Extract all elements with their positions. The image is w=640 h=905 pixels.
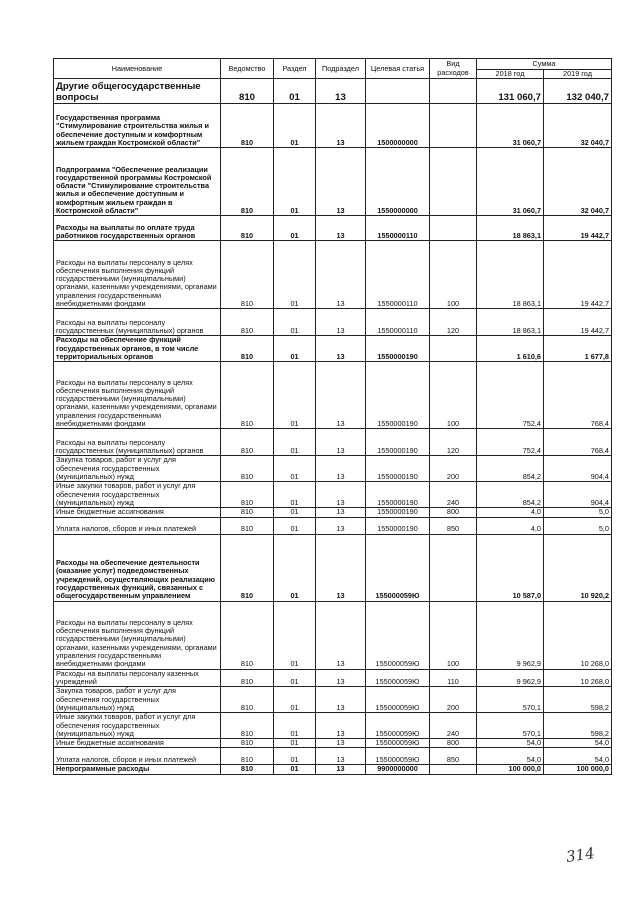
name-cell: Закупка товаров, работ и услуг для обеспечения государственных (муниципальных) нужд bbox=[54, 456, 221, 482]
sum-2019-cell: 100 000,0 bbox=[544, 765, 612, 774]
exptype-cell bbox=[430, 79, 477, 104]
dept-cell: 810 bbox=[221, 713, 274, 739]
exptype-cell: 240 bbox=[430, 482, 477, 508]
sum-2019-cell: 5,0 bbox=[544, 517, 612, 534]
exptype-cell bbox=[430, 336, 477, 362]
name-cell: Расходы на обеспечение деятельности (оказание услуг) подведомственных учреждений, осуществляющих реализацию государственных функций, связанных с общегосударственным управлением bbox=[54, 534, 221, 601]
target-cell: 155000059Ю bbox=[366, 601, 430, 669]
budget-table-container bbox=[53, 58, 611, 775]
sum-2018-cell: 54,0 bbox=[477, 739, 544, 748]
sum-2018-cell: 54,0 bbox=[477, 748, 544, 765]
dept-cell: 810 bbox=[221, 104, 274, 148]
table-row bbox=[54, 79, 612, 104]
header-target: Целевая статья bbox=[366, 59, 430, 79]
section-cell: 01 bbox=[274, 534, 316, 601]
header-exptype: Вид расходов bbox=[430, 59, 477, 79]
subsection-cell: 13 bbox=[316, 79, 366, 104]
header-name: Наименование bbox=[54, 59, 221, 79]
sum-2019-cell: 132 040,7 bbox=[544, 79, 612, 104]
section-cell: 01 bbox=[274, 216, 316, 241]
header-section: Раздел bbox=[274, 59, 316, 79]
exptype-cell: 240 bbox=[430, 713, 477, 739]
sum-2019-cell: 768,4 bbox=[544, 429, 612, 456]
section-cell: 01 bbox=[274, 336, 316, 362]
dept-cell: 810 bbox=[221, 309, 274, 336]
dept-cell: 810 bbox=[221, 79, 274, 104]
sum-2018-cell: 854,2 bbox=[477, 456, 544, 482]
sum-2019-cell: 19 442,7 bbox=[544, 309, 612, 336]
subsection-cell: 13 bbox=[316, 148, 366, 216]
sum-2019-cell: 19 442,7 bbox=[544, 216, 612, 241]
exptype-cell: 100 bbox=[430, 241, 477, 309]
dept-cell: 810 bbox=[221, 687, 274, 713]
section-cell: 01 bbox=[274, 601, 316, 669]
subsection-cell: 13 bbox=[316, 765, 366, 774]
page-number: 314 bbox=[564, 844, 596, 866]
target-cell: 155000059Ю bbox=[366, 739, 430, 748]
subsection-cell: 13 bbox=[316, 713, 366, 739]
name-cell: Расходы на выплаты персоналу государственных (муниципальных) органов bbox=[54, 429, 221, 456]
sum-2018-cell: 9 962,9 bbox=[477, 669, 544, 687]
exptype-cell: 850 bbox=[430, 517, 477, 534]
section-cell: 01 bbox=[274, 748, 316, 765]
dept-cell: 810 bbox=[221, 669, 274, 687]
subsection-cell: 13 bbox=[316, 429, 366, 456]
target-cell: 1550000190 bbox=[366, 362, 430, 429]
table-row bbox=[54, 601, 612, 669]
table-row bbox=[54, 362, 612, 429]
name-cell: Уплата налогов, сборов и иных платежей bbox=[54, 748, 221, 765]
exptype-cell: 200 bbox=[430, 687, 477, 713]
dept-cell: 810 bbox=[221, 362, 274, 429]
header-2019: 2019 год bbox=[544, 70, 612, 79]
dept-cell: 810 bbox=[221, 336, 274, 362]
table-header bbox=[54, 59, 612, 79]
table-row bbox=[54, 148, 612, 216]
exptype-cell: 800 bbox=[430, 739, 477, 748]
section-cell: 01 bbox=[274, 517, 316, 534]
dept-cell: 810 bbox=[221, 148, 274, 216]
name-cell: Другие общегосударственные вопросы bbox=[54, 79, 221, 104]
header-dept: Ведомство bbox=[221, 59, 274, 79]
section-cell: 01 bbox=[274, 79, 316, 104]
name-cell: Расходы на выплаты персоналу в целях обеспечения выполнения функций государственными (муниципальными) органами, казенными учреждениями, органами управления государственными внебюджетными фондами bbox=[54, 362, 221, 429]
target-cell: 155000059Ю bbox=[366, 687, 430, 713]
target-cell: 1550000190 bbox=[366, 456, 430, 482]
table-row bbox=[54, 336, 612, 362]
subsection-cell: 13 bbox=[316, 309, 366, 336]
table-row bbox=[54, 456, 612, 482]
name-cell: Расходы на выплаты персоналу государственных (муниципальных) органов bbox=[54, 309, 221, 336]
dept-cell: 810 bbox=[221, 456, 274, 482]
section-cell: 01 bbox=[274, 429, 316, 456]
sum-2019-cell: 32 040,7 bbox=[544, 148, 612, 216]
dept-cell: 810 bbox=[221, 216, 274, 241]
exptype-cell: 100 bbox=[430, 601, 477, 669]
exptype-cell: 200 bbox=[430, 456, 477, 482]
name-cell: Непрограммные расходы bbox=[54, 765, 221, 774]
sum-2018-cell: 752,4 bbox=[477, 429, 544, 456]
sum-2018-cell: 10 587,0 bbox=[477, 534, 544, 601]
sum-2019-cell: 904,4 bbox=[544, 456, 612, 482]
header-2018: 2018 год bbox=[477, 70, 544, 79]
table-row bbox=[54, 534, 612, 601]
sum-2019-cell: 54,0 bbox=[544, 739, 612, 748]
header-sum: Сумма bbox=[477, 59, 612, 70]
name-cell: Государственная программа "Стимулирование строительства жилья и обеспечение доступным и комфортным жильем граждан Костромской области" bbox=[54, 104, 221, 148]
target-cell: 1550000190 bbox=[366, 429, 430, 456]
target-cell: 1550000110 bbox=[366, 241, 430, 309]
section-cell: 01 bbox=[274, 362, 316, 429]
sum-2018-cell: 131 060,7 bbox=[477, 79, 544, 104]
subsection-cell: 13 bbox=[316, 362, 366, 429]
table-row bbox=[54, 216, 612, 241]
exptype-cell: 120 bbox=[430, 429, 477, 456]
exptype-cell bbox=[430, 216, 477, 241]
subsection-cell: 13 bbox=[316, 508, 366, 517]
sum-2019-cell: 598,2 bbox=[544, 687, 612, 713]
sum-2018-cell: 18 863,1 bbox=[477, 216, 544, 241]
table-body bbox=[54, 79, 612, 774]
target-cell bbox=[366, 79, 430, 104]
name-cell: Расходы на выплаты по оплате труда работников государственных органов bbox=[54, 216, 221, 241]
sum-2018-cell: 18 863,1 bbox=[477, 241, 544, 309]
target-cell: 1550000110 bbox=[366, 309, 430, 336]
sum-2018-cell: 31 060,7 bbox=[477, 104, 544, 148]
dept-cell: 810 bbox=[221, 748, 274, 765]
dept-cell: 810 bbox=[221, 482, 274, 508]
target-cell: 1550000190 bbox=[366, 508, 430, 517]
section-cell: 01 bbox=[274, 456, 316, 482]
dept-cell: 810 bbox=[221, 601, 274, 669]
sum-2019-cell: 598,2 bbox=[544, 713, 612, 739]
exptype-cell bbox=[430, 104, 477, 148]
sum-2018-cell: 31 060,7 bbox=[477, 148, 544, 216]
sum-2018-cell: 570,1 bbox=[477, 713, 544, 739]
table-row bbox=[54, 739, 612, 748]
sum-2018-cell: 9 962,9 bbox=[477, 601, 544, 669]
sum-2018-cell: 18 863,1 bbox=[477, 309, 544, 336]
sum-2018-cell: 100 000,0 bbox=[477, 765, 544, 774]
table-row bbox=[54, 508, 612, 517]
target-cell: 1550000190 bbox=[366, 336, 430, 362]
exptype-cell: 110 bbox=[430, 669, 477, 687]
exptype-cell bbox=[430, 148, 477, 216]
exptype-cell: 850 bbox=[430, 748, 477, 765]
section-cell: 01 bbox=[274, 241, 316, 309]
target-cell: 1550000190 bbox=[366, 482, 430, 508]
subsection-cell: 13 bbox=[316, 216, 366, 241]
table-row bbox=[54, 517, 612, 534]
section-cell: 01 bbox=[274, 739, 316, 748]
sum-2018-cell: 1 610,6 bbox=[477, 336, 544, 362]
sum-2019-cell: 5,0 bbox=[544, 508, 612, 517]
target-cell: 1500000000 bbox=[366, 104, 430, 148]
subsection-cell: 13 bbox=[316, 748, 366, 765]
exptype-cell: 100 bbox=[430, 362, 477, 429]
table-row bbox=[54, 669, 612, 687]
subsection-cell: 13 bbox=[316, 669, 366, 687]
table-row bbox=[54, 104, 612, 148]
header-subsection: Подраздел bbox=[316, 59, 366, 79]
dept-cell: 810 bbox=[221, 534, 274, 601]
exptype-cell bbox=[430, 765, 477, 774]
name-cell: Иные закупки товаров, работ и услуг для обеспечения государственных (муниципальных) нужд bbox=[54, 482, 221, 508]
name-cell: Закупка товаров, работ и услуг для обеспечения государственных (муниципальных) нужд bbox=[54, 687, 221, 713]
dept-cell: 810 bbox=[221, 241, 274, 309]
dept-cell: 810 bbox=[221, 765, 274, 774]
table-row bbox=[54, 765, 612, 774]
target-cell: 1550000000 bbox=[366, 148, 430, 216]
name-cell: Иные закупки товаров, работ и услуг для обеспечения государственных (муниципальных) нужд bbox=[54, 713, 221, 739]
sum-2019-cell: 904,4 bbox=[544, 482, 612, 508]
dept-cell: 810 bbox=[221, 508, 274, 517]
name-cell: Уплата налогов, сборов и иных платежей bbox=[54, 517, 221, 534]
sum-2018-cell: 4,0 bbox=[477, 508, 544, 517]
subsection-cell: 13 bbox=[316, 687, 366, 713]
name-cell: Расходы на выплаты персоналу в целях обеспечения выполнения функций государственными (муниципальными) органами, казенными учреждениями, органами управления государственными внебюджетными фондами bbox=[54, 601, 221, 669]
subsection-cell: 13 bbox=[316, 601, 366, 669]
table-row bbox=[54, 309, 612, 336]
exptype-cell: 800 bbox=[430, 508, 477, 517]
section-cell: 01 bbox=[274, 482, 316, 508]
sum-2018-cell: 752,4 bbox=[477, 362, 544, 429]
sum-2018-cell: 4,0 bbox=[477, 517, 544, 534]
subsection-cell: 13 bbox=[316, 241, 366, 309]
target-cell: 155000059Ю bbox=[366, 748, 430, 765]
section-cell: 01 bbox=[274, 687, 316, 713]
dept-cell: 810 bbox=[221, 429, 274, 456]
table-row bbox=[54, 429, 612, 456]
sum-2019-cell: 54,0 bbox=[544, 748, 612, 765]
target-cell: 1550000190 bbox=[366, 517, 430, 534]
sum-2019-cell: 10 920,2 bbox=[544, 534, 612, 601]
section-cell: 01 bbox=[274, 508, 316, 517]
section-cell: 01 bbox=[274, 104, 316, 148]
sum-2019-cell: 1 677,8 bbox=[544, 336, 612, 362]
sum-2019-cell: 19 442,7 bbox=[544, 241, 612, 309]
subsection-cell: 13 bbox=[316, 336, 366, 362]
target-cell: 1550000110 bbox=[366, 216, 430, 241]
section-cell: 01 bbox=[274, 765, 316, 774]
subsection-cell: 13 bbox=[316, 456, 366, 482]
sum-2019-cell: 10 268,0 bbox=[544, 601, 612, 669]
sum-2018-cell: 854,2 bbox=[477, 482, 544, 508]
sum-2019-cell: 768,4 bbox=[544, 362, 612, 429]
target-cell: 155000059Ю bbox=[366, 669, 430, 687]
section-cell: 01 bbox=[274, 309, 316, 336]
dept-cell: 810 bbox=[221, 739, 274, 748]
sum-2019-cell: 32 040,7 bbox=[544, 104, 612, 148]
name-cell: Расходы на обеспечение функций государственных органов, в том числе территориальных органов bbox=[54, 336, 221, 362]
name-cell: Иные бюджетные ассигнования bbox=[54, 508, 221, 517]
section-cell: 01 bbox=[274, 669, 316, 687]
sum-2018-cell: 570,1 bbox=[477, 687, 544, 713]
table-row bbox=[54, 748, 612, 765]
target-cell: 9900000000 bbox=[366, 765, 430, 774]
budget-table bbox=[53, 58, 612, 775]
subsection-cell: 13 bbox=[316, 482, 366, 508]
subsection-cell: 13 bbox=[316, 104, 366, 148]
exptype-cell: 120 bbox=[430, 309, 477, 336]
section-cell: 01 bbox=[274, 713, 316, 739]
name-cell: Расходы на выплаты персоналу в целях обеспечения выполнения функций государственными (муниципальными) органами, казенными учреждениями, органами управления государственными внебюджетными фондами bbox=[54, 241, 221, 309]
subsection-cell: 13 bbox=[316, 517, 366, 534]
name-cell: Расходы на выплаты персоналу казенных учреждений bbox=[54, 669, 221, 687]
exptype-cell bbox=[430, 534, 477, 601]
table-row bbox=[54, 687, 612, 713]
table-row bbox=[54, 482, 612, 508]
target-cell: 155000059Ю bbox=[366, 713, 430, 739]
table-row bbox=[54, 241, 612, 309]
sum-2019-cell: 10 268,0 bbox=[544, 669, 612, 687]
name-cell: Подпрограмма "Обеспечение реализации государственной программы Костромской области "Стимулирование строительства жилья и обеспечение доступным и комфортным жильем граждан в Костромской области" bbox=[54, 148, 221, 216]
section-cell: 01 bbox=[274, 148, 316, 216]
subsection-cell: 13 bbox=[316, 534, 366, 601]
table-row bbox=[54, 713, 612, 739]
subsection-cell: 13 bbox=[316, 739, 366, 748]
target-cell: 155000059Ю bbox=[366, 534, 430, 601]
name-cell: Иные бюджетные ассигнования bbox=[54, 739, 221, 748]
dept-cell: 810 bbox=[221, 517, 274, 534]
